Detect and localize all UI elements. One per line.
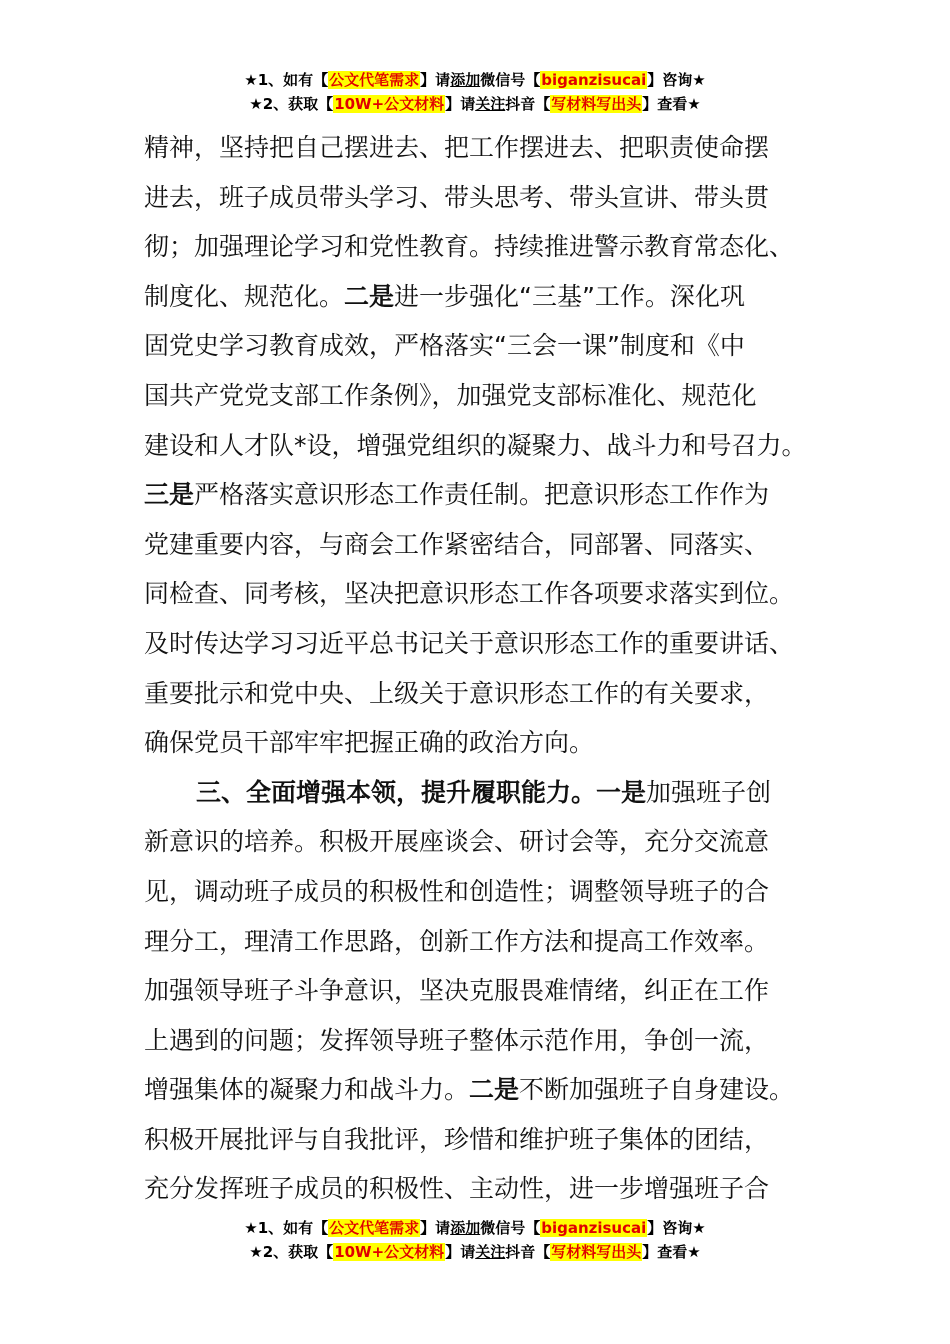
body-line: 党建重要内容，与商会工作紧密结合，同部署、同落实、 (144, 529, 770, 559)
banner-text: 】请 (420, 71, 451, 89)
body-text: 增强集体的凝聚力和战斗力。 (144, 1075, 470, 1105)
banner-highlight: 写材料写出头 (551, 1243, 642, 1261)
body-line: 新意识的培养。积极开展座谈会、研讨会等，充分交流意 (144, 827, 770, 857)
banner-text: 微信号【 (480, 1219, 541, 1237)
banner-text: 】咨询★ (647, 71, 706, 89)
banner-text: ★2、获取【 (249, 95, 334, 113)
banner-highlight: 10W+公文材料 (334, 95, 445, 113)
body-line: 加强领导班子斗争意识，坚决克服畏难情绪，纠正在工作 (144, 976, 770, 1006)
banner-highlight: 10W+公文材料 (334, 1243, 445, 1261)
body-line: 见，调动班子成员的积极性和创造性；调整领导班子的合 (144, 876, 770, 906)
body-text: 进一步强化“三基”工作。深化巩 (394, 281, 745, 311)
banner-text: ★1、如有【 (244, 71, 329, 89)
banner-highlight: biganzisucai (541, 1219, 647, 1237)
bold-keyword: 二是 (469, 1075, 520, 1105)
body-line: 积极开展批评与自我批评，珍惜和维护班子集体的团结， (144, 1124, 770, 1154)
body-line: 建设和人才队*设，增强党组织的凝聚力、战斗力和号召力。 (144, 430, 807, 460)
footer-banner (0, 1216, 950, 1264)
banner-underline: 关注 (475, 95, 506, 113)
document-body (144, 123, 808, 1214)
banner-highlight: 写材料写出头 (551, 95, 642, 113)
banner-text: 抖音【 (505, 95, 551, 113)
header-banner (0, 68, 950, 116)
banner-text: 】请 (420, 1219, 451, 1237)
body-line (144, 470, 808, 520)
body-text: 制度化、规范化。 (144, 281, 345, 311)
body-line: 及时传达学习习近平总书记关于意识形态工作的重要讲话、 (144, 628, 795, 658)
banner-highlight: 公文代笔需求 (329, 1219, 420, 1237)
banner-highlight: 公文代笔需求 (329, 71, 420, 89)
body-text: 不断加强班子自身建设。 (519, 1075, 795, 1105)
body-line: 彻；加强理论学习和党性教育。持续推进警示教育常态化、 (144, 232, 795, 262)
banner-underline: 关注 (475, 1243, 506, 1261)
body-line: 同检查、同考核，坚决把意识形态工作各项要求落实到位。 (144, 579, 795, 609)
body-text: 严格落实意识形态工作责任制。把意识形态工作作为 (194, 480, 770, 510)
banner-text: 】咨询★ (647, 1219, 706, 1237)
banner-line-1 (0, 68, 950, 92)
body-line: 进去，班子成员带头学习、带头思考、带头宣讲、带头贯 (144, 182, 770, 212)
banner-text: ★2、获取【 (249, 1243, 334, 1261)
bold-keyword: 二是 (344, 281, 395, 311)
body-line: 充分发挥班子成员的积极性、主动性，进一步增强班子合 (144, 1174, 770, 1204)
banner-text: 微信号【 (480, 71, 541, 89)
banner-text: 】请 (445, 1243, 476, 1261)
banner-text: 抖音【 (505, 1243, 551, 1261)
body-line: 确保党员干部牢牢把握正确的政治方向。 (144, 728, 595, 758)
body-line: 理分工，理清工作思路，创新工作方法和提高工作效率。 (144, 926, 770, 956)
section-heading-line (144, 768, 808, 818)
body-line: 精神，坚持把自己摆进去、把工作摆进去、把职责使命摆 (144, 133, 770, 162)
banner-text: 】查看★ (642, 1243, 701, 1261)
banner-underline: 添加 (450, 71, 481, 89)
body-line: 上遇到的问题；发挥领导班子整体示范作用，争创一流， (144, 1025, 770, 1055)
banner-line-2 (0, 92, 950, 116)
banner-text: 】查看★ (642, 95, 701, 113)
body-line (144, 1065, 808, 1115)
body-line: 重要批示和党中央、上级关于意识形态工作的有关要求， (144, 678, 770, 708)
banner-line-2 (0, 1240, 950, 1264)
body-line: 国共产党党支部工作条例》，加强党支部标准化、规范化 (144, 380, 757, 410)
banner-line-1 (0, 1216, 950, 1240)
section-heading: 三、全面增强本领，提升履职能力。一是 (196, 777, 647, 807)
body-line: 固党史学习教育成效，严格落实“三会一课”制度和《中 (144, 331, 745, 361)
body-line (144, 272, 808, 322)
bold-keyword: 三是 (144, 480, 195, 510)
banner-text: ★1、如有【 (244, 1219, 329, 1237)
banner-text: 】请 (445, 95, 476, 113)
banner-underline: 添加 (450, 1219, 481, 1237)
body-text: 加强班子创 (646, 777, 772, 807)
banner-highlight: biganzisucai (541, 71, 647, 89)
